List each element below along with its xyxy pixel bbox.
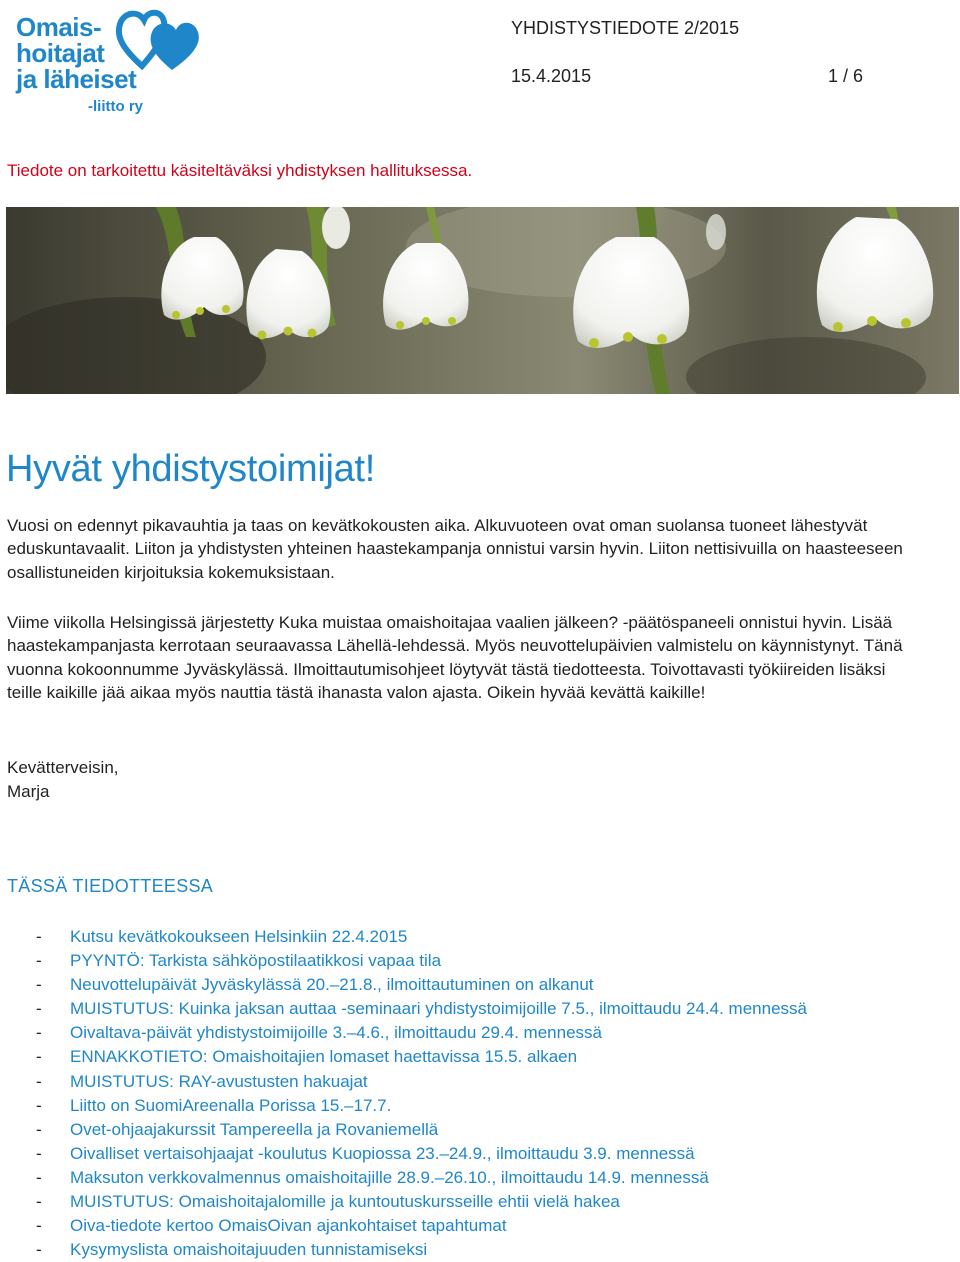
list-dash: - xyxy=(36,951,42,971)
toc-item-text[interactable]: Neuvottelupäivät Jyväskylässä 20.–21.8., ilmoittautuminen on alkanut xyxy=(70,975,594,995)
toc-item[interactable] xyxy=(36,1094,807,1118)
list-dash: - xyxy=(36,1192,42,1212)
toc-item[interactable] xyxy=(36,1070,807,1094)
list-dash: - xyxy=(36,975,42,995)
list-dash: - xyxy=(36,1216,42,1236)
toc-item-text[interactable]: Ovet-ohjaajakurssit Tampereella ja Rovaniemellä xyxy=(70,1119,439,1139)
toc-list xyxy=(36,925,807,1262)
greeting xyxy=(7,756,119,804)
newsletter-title: YHDISTYSTIEDOTE 2/2015 xyxy=(511,18,740,38)
list-dash: - xyxy=(36,1047,42,1067)
intro-note: Tiedote on tarkoitettu käsiteltäväksi yhdistyksen hallituksessa. xyxy=(7,161,473,180)
logo-line-1: Omais- xyxy=(16,12,102,42)
toc-item-text[interactable]: MUISTUTUS: Omaishoitajalomille ja kuntoutuskursseille ehtii vielä hakea xyxy=(70,1192,620,1212)
toc-item-text[interactable]: ENNAKKOTIETO: Omaishoitajien lomaset haettavissa 15.5. alkaen xyxy=(70,1047,578,1067)
toc-item-text[interactable]: PYYNTÖ: Tarkista sähköpostilaatikkosi vapaa tila xyxy=(70,951,442,971)
list-dash: - xyxy=(36,1240,42,1260)
signature-name: Marja xyxy=(7,782,50,801)
toc-item-text[interactable]: MUISTUTUS: Kuinka jaksan auttaa -seminaari yhdistystoimijoille 7.5., ilmoittaudu 24.4. mennessä xyxy=(70,999,807,1019)
toc-item-text[interactable]: Oiva-tiedote kertoo OmaisOivan ajankohtaiset tapahtumat xyxy=(70,1216,507,1236)
toc-item[interactable] xyxy=(36,949,807,973)
toc-item[interactable] xyxy=(36,925,807,949)
paragraph-2: Viime viikolla Helsingissä järjestetty Kuka muistaa omaishoitajaa vaalien jälkeen? -päätöspaneeli onnistui hyvin. Lisää haastekampanjasta kerrotaan seuraavassa Lähellä-lehdessä. Myös neuvottelupäivien valmistelu on käynnistynyt. Tänä vuonna kokoonnumme Jyväskylässä. Ilmoittautumisohjeet löytyvät tästä tiedotteesta. Toivottavasti työkiireiden lisäksi teille kaikille jää aikaa myös nauttia tästä ihanasta valon ajasta. Oikein hyvää kevättä kaikille! xyxy=(7,613,903,703)
toc-item-text[interactable]: Kysymyslista omaishoitajuuden tunnistamiseksi xyxy=(70,1240,428,1260)
toc-item[interactable] xyxy=(36,1118,807,1142)
organization-logo xyxy=(14,4,204,116)
toc-item[interactable] xyxy=(36,973,807,997)
newsletter-date: 15.4.2015 xyxy=(511,66,592,86)
logo-subtitle: -liitto ry xyxy=(88,98,143,115)
list-dash: - xyxy=(36,1167,42,1187)
logo-wordmark xyxy=(16,14,136,92)
hero-image xyxy=(6,207,959,394)
toc-item[interactable] xyxy=(36,1214,807,1238)
toc-item-text[interactable]: Liitto on SuomiAreenalla Porissa 15.–17.7. xyxy=(70,1095,392,1115)
toc-item[interactable] xyxy=(36,1045,807,1069)
toc-item[interactable] xyxy=(36,1238,807,1262)
toc-item[interactable] xyxy=(36,997,807,1021)
toc-item-text[interactable]: Oivalliset vertaisohjaajat -koulutus Kuopiossa 23.–24.9., ilmoittaudu 3.9. mennessä xyxy=(70,1143,695,1163)
headline: Hyvät yhdistystoimijat! xyxy=(6,448,375,490)
toc-item-text[interactable]: Kutsu kevätkokoukseen Helsinkiin 22.4.2015 xyxy=(70,927,408,946)
greeting-line: Kevätterveisin, xyxy=(7,758,119,777)
list-dash: - xyxy=(36,1143,42,1163)
toc-item-text[interactable]: Maksuton verkkovalmennus omaishoitajille 28.9.–26.10., ilmoittaudu 14.9. mennessä xyxy=(70,1167,709,1187)
logo-line-2: hoitajat xyxy=(16,38,105,68)
list-dash: - xyxy=(36,1023,42,1043)
toc-item[interactable] xyxy=(36,1190,807,1214)
toc-item-text[interactable]: Oivaltava-päivät yhdistystoimijoille 3.–4.6., ilmoittaudu 29.4. mennessä xyxy=(70,1023,602,1043)
toc-item[interactable] xyxy=(36,1166,807,1190)
toc-item[interactable] xyxy=(36,1021,807,1045)
page-number: 1 / 6 xyxy=(828,66,864,86)
logo-line-3: ja läheiset xyxy=(16,64,137,94)
toc-title: TÄSSÄ TIEDOTTEESSA xyxy=(7,876,214,896)
paragraph-1: Vuosi on edennyt pikavauhtia ja taas on kevätkokousten aika. Alkuvuoteen ovat oman suolansa tuoneet lähestyvät eduskuntavaalit. Liiton ja yhdistysten yhteinen haastekampanja onnistui varsin hyvin. Liiton nettisivuilla on haasteeseen osallistuneiden kirjoituksia kokemuksistaan. xyxy=(7,516,903,582)
list-dash: - xyxy=(36,1071,42,1091)
toc-item[interactable] xyxy=(36,1142,807,1166)
toc-item-text[interactable]: MUISTUTUS: RAY-avustusten hakuajat xyxy=(70,1071,368,1091)
list-dash: - xyxy=(36,927,42,946)
snowflake-flowers-photo xyxy=(6,207,959,394)
list-dash: - xyxy=(36,1095,42,1115)
list-dash: - xyxy=(36,1119,42,1139)
list-dash: - xyxy=(36,999,42,1019)
